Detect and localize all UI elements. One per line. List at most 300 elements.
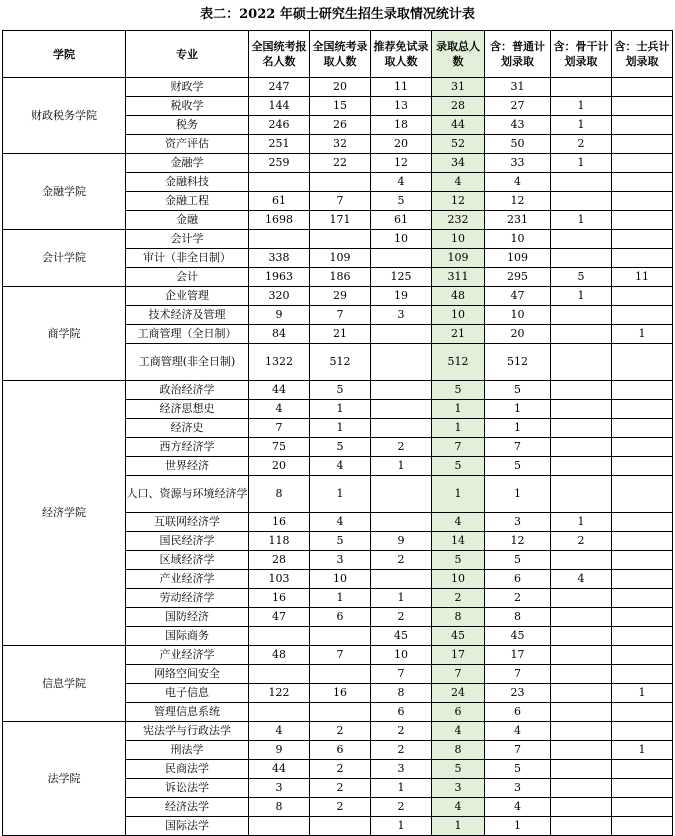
count-cell — [551, 230, 612, 249]
count-cell: 2 — [432, 589, 485, 608]
count-cell: 4 — [432, 173, 485, 192]
major-name: 金融学 — [126, 154, 249, 173]
major-name: 金融科技 — [126, 173, 249, 192]
count-cell — [612, 438, 673, 457]
count-cell: 1 — [310, 476, 371, 513]
count-cell: 27 — [485, 97, 551, 116]
count-cell: 1 — [371, 779, 432, 798]
count-cell: 1 — [485, 476, 551, 513]
count-cell: 3 — [432, 779, 485, 798]
count-cell — [551, 400, 612, 419]
count-cell: 186 — [310, 268, 371, 287]
count-cell: 1 — [551, 513, 612, 532]
count-cell: 2 — [371, 722, 432, 741]
count-cell: 10 — [432, 570, 485, 589]
count-cell — [612, 381, 673, 400]
count-cell: 231 — [485, 211, 551, 230]
count-cell: 10 — [432, 306, 485, 325]
count-cell: 5 — [551, 268, 612, 287]
table-row — [3, 78, 673, 97]
count-cell: 1 — [551, 154, 612, 173]
count-cell — [551, 722, 612, 741]
count-cell: 109 — [310, 249, 371, 268]
count-cell: 10 — [485, 230, 551, 249]
major-name: 技术经济及管理 — [126, 306, 249, 325]
count-cell: 12 — [485, 532, 551, 551]
major-name: 财政学 — [126, 78, 249, 97]
major-name: 会计 — [126, 268, 249, 287]
count-cell: 1 — [551, 287, 612, 306]
major-name: 资产评估 — [126, 135, 249, 154]
major-name: 政治经济学 — [126, 381, 249, 400]
major-name: 工商管理(非全日制) — [126, 344, 249, 381]
count-cell: 232 — [432, 211, 485, 230]
count-cell — [310, 173, 371, 192]
count-cell: 512 — [485, 344, 551, 381]
count-cell — [310, 665, 371, 684]
count-cell: 5 — [310, 438, 371, 457]
count-cell — [612, 722, 673, 741]
count-cell — [612, 249, 673, 268]
count-cell: 4 — [310, 457, 371, 476]
count-cell: 13 — [371, 97, 432, 116]
count-cell: 311 — [432, 268, 485, 287]
count-cell: 61 — [371, 211, 432, 230]
count-cell: 1698 — [249, 211, 310, 230]
school-name: 信息学院 — [3, 646, 126, 722]
major-name: 审计（非全日制） — [126, 249, 249, 268]
count-cell: 29 — [310, 287, 371, 306]
count-cell: 8 — [249, 476, 310, 513]
count-cell: 2 — [551, 135, 612, 154]
count-cell — [612, 476, 673, 513]
count-cell — [551, 646, 612, 665]
count-cell — [612, 230, 673, 249]
count-cell — [249, 665, 310, 684]
count-cell: 16 — [249, 513, 310, 532]
major-name: 互联网经济学 — [126, 513, 249, 532]
count-cell: 109 — [432, 249, 485, 268]
count-cell: 1 — [371, 457, 432, 476]
count-cell — [551, 476, 612, 513]
count-cell: 1 — [551, 116, 612, 135]
count-cell: 7 — [485, 741, 551, 760]
count-cell — [612, 589, 673, 608]
count-cell: 21 — [310, 325, 371, 344]
count-cell: 5 — [432, 760, 485, 779]
count-cell: 2 — [371, 798, 432, 817]
count-cell: 14 — [432, 532, 485, 551]
count-cell — [551, 760, 612, 779]
count-cell — [551, 741, 612, 760]
count-cell: 47 — [485, 287, 551, 306]
count-cell: 3 — [371, 760, 432, 779]
table-row — [3, 287, 673, 306]
header-row — [3, 31, 673, 78]
header-cell: 专业 — [126, 31, 249, 78]
count-cell: 19 — [371, 287, 432, 306]
count-cell — [551, 381, 612, 400]
count-cell: 3 — [249, 779, 310, 798]
count-cell — [551, 703, 612, 722]
count-cell: 1322 — [249, 344, 310, 381]
count-cell: 1 — [432, 817, 485, 836]
count-cell: 4 — [485, 173, 551, 192]
count-cell: 4 — [551, 570, 612, 589]
count-cell — [551, 438, 612, 457]
major-name: 世界经济 — [126, 457, 249, 476]
count-cell: 338 — [249, 249, 310, 268]
count-cell: 2 — [310, 722, 371, 741]
count-cell: 1 — [612, 741, 673, 760]
count-cell: 4 — [432, 722, 485, 741]
count-cell: 512 — [432, 344, 485, 381]
count-cell: 4 — [249, 722, 310, 741]
count-cell: 52 — [432, 135, 485, 154]
count-cell: 1 — [551, 211, 612, 230]
major-name: 刑法学 — [126, 741, 249, 760]
count-cell — [551, 419, 612, 438]
count-cell: 11 — [612, 268, 673, 287]
count-cell: 45 — [371, 627, 432, 646]
count-cell — [551, 627, 612, 646]
count-cell: 10 — [432, 230, 485, 249]
count-cell — [612, 779, 673, 798]
count-cell: 5 — [432, 381, 485, 400]
major-name: 企业管理 — [126, 287, 249, 306]
count-cell: 5 — [310, 532, 371, 551]
count-cell: 26 — [310, 116, 371, 135]
count-cell: 45 — [485, 627, 551, 646]
count-cell: 5 — [371, 192, 432, 211]
major-name: 税收学 — [126, 97, 249, 116]
table-row — [3, 722, 673, 741]
major-name: 产业经济学 — [126, 570, 249, 589]
count-cell: 5 — [485, 760, 551, 779]
count-cell: 4 — [371, 173, 432, 192]
count-cell: 7 — [310, 306, 371, 325]
count-cell — [551, 684, 612, 703]
count-cell — [612, 551, 673, 570]
count-cell — [612, 608, 673, 627]
major-name: 国际商务 — [126, 627, 249, 646]
major-name: 劳动经济学 — [126, 589, 249, 608]
count-cell — [551, 306, 612, 325]
count-cell: 1 — [310, 419, 371, 438]
header-cell: 录取总人数 — [432, 31, 485, 78]
count-cell: 21 — [432, 325, 485, 344]
count-cell: 2 — [371, 741, 432, 760]
school-name: 金融学院 — [3, 154, 126, 230]
major-name: 经济法学 — [126, 798, 249, 817]
count-cell: 8 — [249, 798, 310, 817]
count-cell: 20 — [485, 325, 551, 344]
count-cell: 7 — [371, 665, 432, 684]
count-cell: 4 — [432, 798, 485, 817]
count-cell — [551, 173, 612, 192]
count-cell: 44 — [249, 381, 310, 400]
count-cell: 4 — [432, 513, 485, 532]
count-cell: 6 — [371, 703, 432, 722]
major-name: 民商法学 — [126, 760, 249, 779]
count-cell: 45 — [432, 627, 485, 646]
school-name: 商学院 — [3, 287, 126, 381]
count-cell: 15 — [310, 97, 371, 116]
count-cell — [249, 627, 310, 646]
count-cell — [249, 173, 310, 192]
header-cell: 含：士兵计划录取 — [612, 31, 673, 78]
table-body — [3, 78, 673, 836]
count-cell — [551, 589, 612, 608]
count-cell: 11 — [371, 78, 432, 97]
table-row — [3, 381, 673, 400]
count-cell: 1 — [371, 817, 432, 836]
header-cell: 含：普通计划录取 — [485, 31, 551, 78]
table-row — [3, 646, 673, 665]
count-cell: 251 — [249, 135, 310, 154]
count-cell: 5 — [432, 551, 485, 570]
count-cell: 9 — [249, 741, 310, 760]
major-name: 网络空间安全 — [126, 665, 249, 684]
major-name: 产业经济学 — [126, 646, 249, 665]
count-cell: 17 — [485, 646, 551, 665]
major-name: 人口、资源与环境经济学 — [126, 476, 249, 513]
count-cell: 7 — [485, 665, 551, 684]
count-cell — [371, 325, 432, 344]
count-cell — [371, 419, 432, 438]
count-cell — [612, 513, 673, 532]
count-cell: 2 — [310, 779, 371, 798]
count-cell — [551, 665, 612, 684]
table-title: 表二：2022 年硕士研究生招生录取情况统计表 — [200, 7, 475, 22]
major-name: 国防经济 — [126, 608, 249, 627]
count-cell — [551, 192, 612, 211]
count-cell: 6 — [485, 570, 551, 589]
count-cell: 28 — [432, 97, 485, 116]
count-cell: 171 — [310, 211, 371, 230]
count-cell: 44 — [249, 760, 310, 779]
count-cell: 16 — [249, 589, 310, 608]
count-cell: 3 — [310, 551, 371, 570]
count-cell: 9 — [371, 532, 432, 551]
count-cell: 6 — [310, 741, 371, 760]
count-cell — [310, 230, 371, 249]
count-cell: 8 — [432, 741, 485, 760]
count-cell — [371, 249, 432, 268]
count-cell — [249, 703, 310, 722]
count-cell: 10 — [310, 570, 371, 589]
count-cell: 5 — [485, 381, 551, 400]
count-cell — [612, 627, 673, 646]
count-cell — [612, 798, 673, 817]
count-cell — [612, 97, 673, 116]
count-cell: 23 — [485, 684, 551, 703]
count-cell — [612, 306, 673, 325]
count-cell: 10 — [485, 306, 551, 325]
count-cell — [371, 570, 432, 589]
count-cell: 1 — [371, 589, 432, 608]
count-cell: 6 — [485, 703, 551, 722]
count-cell: 8 — [485, 608, 551, 627]
count-cell: 2 — [310, 798, 371, 817]
count-cell — [310, 703, 371, 722]
count-cell: 8 — [432, 608, 485, 627]
major-name: 管理信息系统 — [126, 703, 249, 722]
count-cell: 31 — [432, 78, 485, 97]
count-cell: 5 — [310, 381, 371, 400]
count-cell: 4 — [310, 513, 371, 532]
count-cell: 118 — [249, 532, 310, 551]
count-cell: 1 — [310, 589, 371, 608]
count-cell: 8 — [371, 684, 432, 703]
count-cell — [612, 287, 673, 306]
count-cell — [612, 400, 673, 419]
count-cell — [371, 513, 432, 532]
school-name: 经济学院 — [3, 381, 126, 646]
count-cell — [371, 400, 432, 419]
major-name: 电子信息 — [126, 684, 249, 703]
count-cell — [612, 116, 673, 135]
count-cell: 3 — [485, 779, 551, 798]
count-cell: 125 — [371, 268, 432, 287]
header-cell: 全国统考报名人数 — [249, 31, 310, 78]
major-name: 工商管理（全日制） — [126, 325, 249, 344]
count-cell: 44 — [432, 116, 485, 135]
count-cell — [612, 135, 673, 154]
count-cell: 2 — [371, 551, 432, 570]
count-cell: 5 — [485, 457, 551, 476]
count-cell — [310, 627, 371, 646]
count-cell — [551, 608, 612, 627]
count-cell — [551, 457, 612, 476]
count-cell: 5 — [432, 457, 485, 476]
count-cell: 246 — [249, 116, 310, 135]
count-cell: 320 — [249, 287, 310, 306]
header-cell: 全国统考录取人数 — [310, 31, 371, 78]
count-cell — [612, 419, 673, 438]
count-cell — [612, 646, 673, 665]
major-name: 金融 — [126, 211, 249, 230]
major-name: 国民经济学 — [126, 532, 249, 551]
count-cell — [612, 154, 673, 173]
major-name: 诉讼法学 — [126, 779, 249, 798]
count-cell: 12 — [485, 192, 551, 211]
major-name: 区域经济学 — [126, 551, 249, 570]
count-cell: 12 — [371, 154, 432, 173]
count-cell: 4 — [485, 722, 551, 741]
count-cell: 247 — [249, 78, 310, 97]
count-cell: 1 — [485, 817, 551, 836]
count-cell — [612, 192, 673, 211]
count-cell: 7 — [249, 419, 310, 438]
count-cell: 61 — [249, 192, 310, 211]
count-cell: 43 — [485, 116, 551, 135]
count-cell — [249, 230, 310, 249]
count-cell: 7 — [310, 646, 371, 665]
count-cell: 7 — [485, 438, 551, 457]
count-cell: 2 — [371, 438, 432, 457]
count-cell: 1 — [432, 419, 485, 438]
count-cell: 4 — [485, 798, 551, 817]
count-cell: 109 — [485, 249, 551, 268]
table-row — [3, 230, 673, 249]
count-cell: 2 — [310, 760, 371, 779]
table-row — [3, 154, 673, 173]
count-cell: 122 — [249, 684, 310, 703]
count-cell: 1 — [432, 400, 485, 419]
count-cell — [612, 344, 673, 381]
school-name: 法学院 — [3, 722, 126, 836]
count-cell: 259 — [249, 154, 310, 173]
count-cell: 1 — [612, 684, 673, 703]
count-cell: 12 — [432, 192, 485, 211]
major-name: 金融工程 — [126, 192, 249, 211]
major-name: 国际法学 — [126, 817, 249, 836]
count-cell: 4 — [249, 400, 310, 419]
count-cell — [551, 78, 612, 97]
count-cell — [371, 344, 432, 381]
count-cell: 28 — [249, 551, 310, 570]
count-cell — [612, 760, 673, 779]
major-name: 会计学 — [126, 230, 249, 249]
count-cell: 9 — [249, 306, 310, 325]
count-cell: 32 — [310, 135, 371, 154]
count-cell: 7 — [432, 438, 485, 457]
count-cell: 7 — [432, 665, 485, 684]
count-cell: 2 — [371, 608, 432, 627]
count-cell: 24 — [432, 684, 485, 703]
count-cell — [612, 457, 673, 476]
count-cell: 34 — [432, 154, 485, 173]
count-cell — [551, 325, 612, 344]
count-cell — [551, 249, 612, 268]
count-cell: 6 — [432, 703, 485, 722]
count-cell: 33 — [485, 154, 551, 173]
count-cell: 2 — [485, 589, 551, 608]
header-cell: 含：骨干计划录取 — [551, 31, 612, 78]
count-cell: 5 — [485, 551, 551, 570]
major-name: 税务 — [126, 116, 249, 135]
count-cell — [551, 779, 612, 798]
count-cell: 10 — [371, 230, 432, 249]
count-cell: 20 — [371, 135, 432, 154]
count-cell: 16 — [310, 684, 371, 703]
count-cell: 84 — [249, 325, 310, 344]
count-cell — [371, 476, 432, 513]
count-cell: 31 — [485, 78, 551, 97]
count-cell — [551, 798, 612, 817]
count-cell: 20 — [310, 78, 371, 97]
count-cell: 103 — [249, 570, 310, 589]
count-cell: 7 — [310, 192, 371, 211]
count-cell — [612, 703, 673, 722]
count-cell: 10 — [371, 646, 432, 665]
count-cell: 3 — [371, 306, 432, 325]
count-cell — [551, 551, 612, 570]
count-cell: 1 — [485, 400, 551, 419]
count-cell: 17 — [432, 646, 485, 665]
count-cell: 1 — [551, 97, 612, 116]
count-cell: 6 — [310, 608, 371, 627]
count-cell — [612, 173, 673, 192]
count-cell: 3 — [485, 513, 551, 532]
count-cell: 22 — [310, 154, 371, 173]
school-name: 财政税务学院 — [3, 78, 126, 154]
count-cell: 512 — [310, 344, 371, 381]
count-cell: 50 — [485, 135, 551, 154]
count-cell: 48 — [249, 646, 310, 665]
count-cell: 75 — [249, 438, 310, 457]
